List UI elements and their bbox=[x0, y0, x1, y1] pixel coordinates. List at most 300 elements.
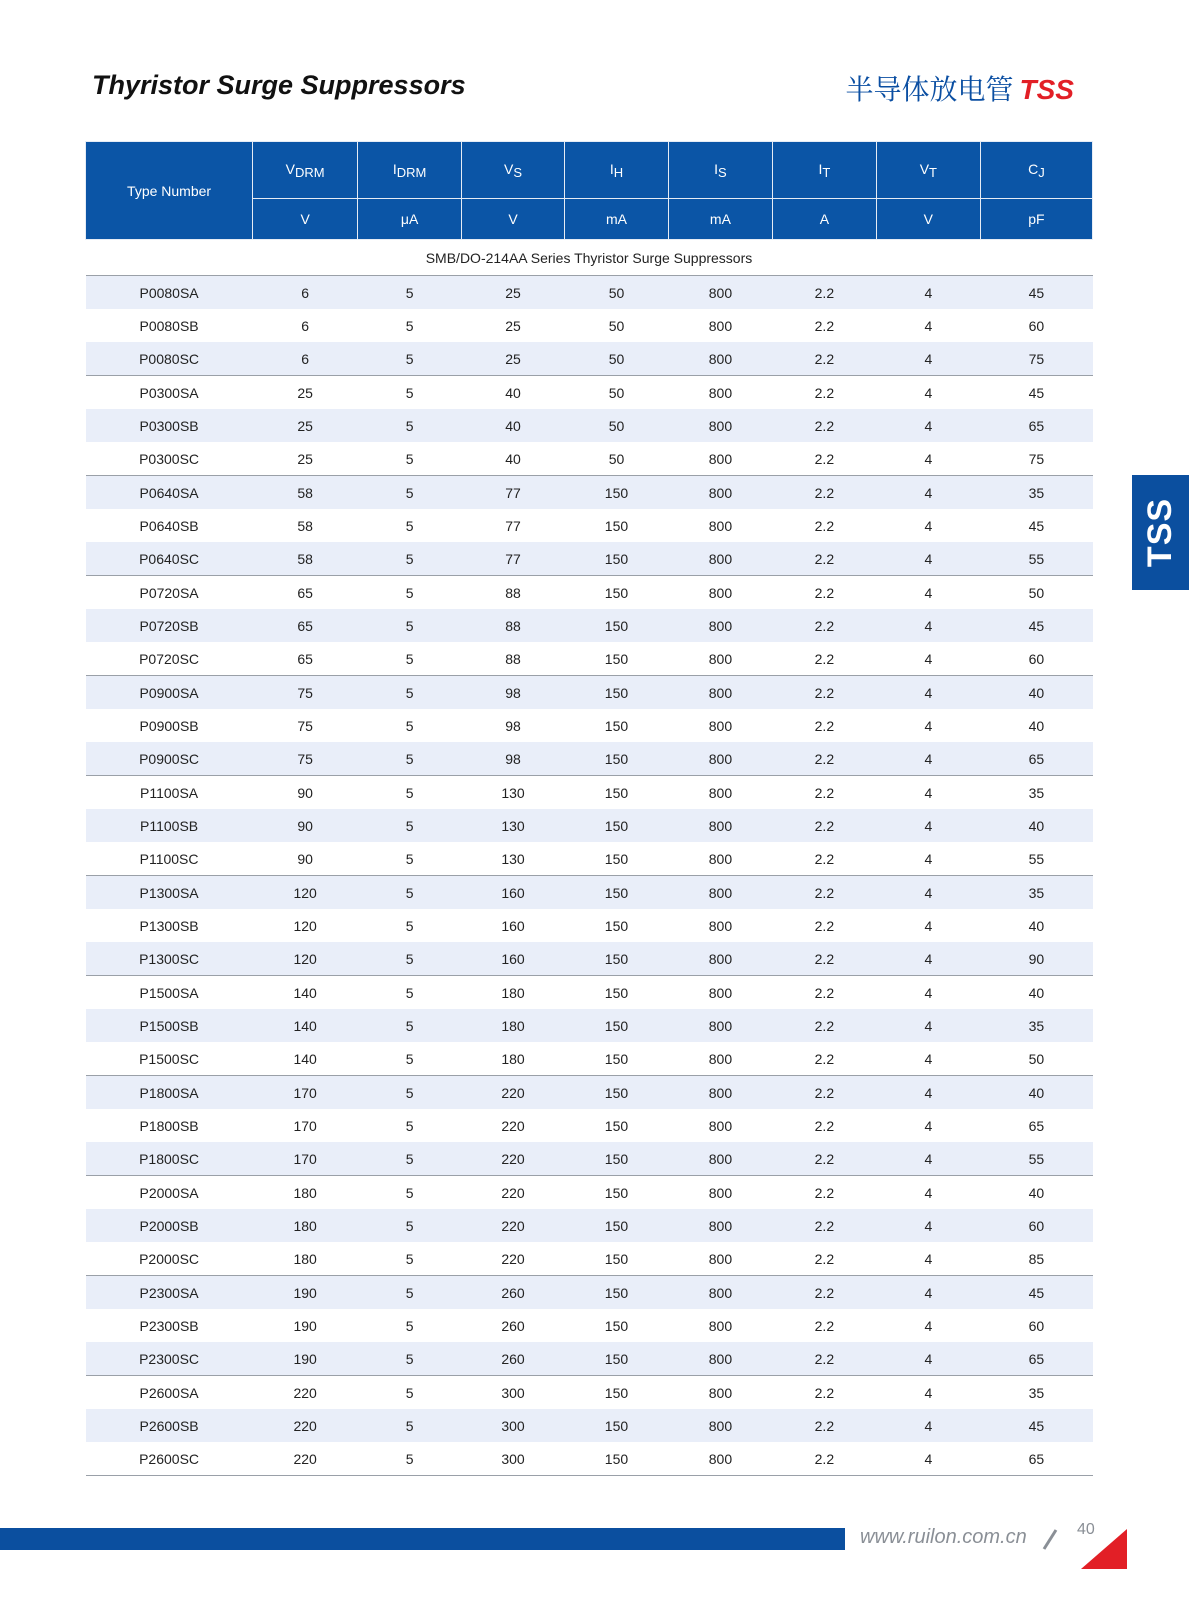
value-cell: 75 bbox=[253, 676, 358, 710]
value-cell: 220 bbox=[462, 1209, 565, 1242]
header-param bbox=[253, 142, 358, 199]
value-cell: 800 bbox=[668, 1376, 772, 1410]
value-cell: 2.2 bbox=[772, 876, 876, 910]
value-cell: 58 bbox=[297, 517, 313, 534]
value-cell: 5 bbox=[358, 1342, 462, 1376]
value-cell: 150 bbox=[604, 517, 629, 534]
value-cell: 50 bbox=[565, 342, 669, 376]
table-row bbox=[86, 809, 1093, 842]
value-cell: 4 bbox=[876, 376, 980, 410]
slash-icon bbox=[1040, 1527, 1060, 1551]
value-cell: 5 bbox=[358, 1009, 462, 1042]
value-cell: 120 bbox=[253, 942, 358, 976]
value-cell: 75 bbox=[980, 342, 1092, 376]
value-cell: 5 bbox=[358, 1276, 462, 1310]
type-number-cell: P0900SB bbox=[139, 717, 199, 734]
type-number-cell: P1300SB bbox=[139, 917, 199, 934]
table-row bbox=[86, 1109, 1093, 1142]
type-number-cell: P2300SB bbox=[139, 1317, 199, 1334]
value-cell: 2.2 bbox=[772, 476, 876, 510]
page-number: 40 bbox=[1077, 1521, 1095, 1538]
value-cell: 65 bbox=[1028, 1117, 1045, 1134]
table-row bbox=[86, 509, 1093, 542]
value-cell: 800 bbox=[708, 917, 733, 934]
value-cell: 170 bbox=[293, 1117, 317, 1134]
value-cell: 45 bbox=[980, 1276, 1092, 1310]
value-cell: 300 bbox=[462, 1442, 565, 1476]
value-cell: 800 bbox=[708, 317, 733, 334]
value-cell: 5 bbox=[405, 317, 414, 334]
value-cell: 2.2 bbox=[772, 1342, 876, 1376]
table-row bbox=[86, 409, 1093, 442]
value-cell: 190 bbox=[253, 1342, 358, 1376]
header-param bbox=[876, 142, 980, 199]
value-cell: 800 bbox=[668, 776, 772, 810]
value-cell: 150 bbox=[565, 476, 669, 510]
table-row bbox=[86, 342, 1093, 376]
value-cell: 150 bbox=[565, 676, 669, 710]
value-cell: 150 bbox=[604, 717, 629, 734]
value-cell: 4 bbox=[876, 1276, 980, 1310]
value-cell: 300 bbox=[462, 1409, 565, 1442]
value-cell: 45 bbox=[1028, 517, 1045, 534]
value-cell: 800 bbox=[708, 1117, 733, 1134]
value-cell: 50 bbox=[565, 409, 669, 442]
table-row bbox=[86, 942, 1093, 976]
value-cell: 5 bbox=[358, 1209, 462, 1242]
value-cell: 150 bbox=[565, 1176, 669, 1210]
header-param bbox=[980, 142, 1092, 199]
header-unit: V bbox=[253, 199, 358, 240]
header-param bbox=[565, 142, 669, 199]
value-cell: 150 bbox=[565, 542, 669, 576]
value-cell: 6 bbox=[301, 317, 310, 334]
value-cell: 4 bbox=[876, 809, 980, 842]
table-row bbox=[86, 976, 1093, 1010]
value-cell: 5 bbox=[358, 1176, 462, 1210]
value-cell: 800 bbox=[708, 450, 733, 467]
value-cell: 2.2 bbox=[772, 1076, 876, 1110]
value-cell: 6 bbox=[253, 276, 358, 310]
value-cell: 2.2 bbox=[772, 976, 876, 1010]
type-number-cell: P0640SB bbox=[139, 517, 199, 534]
value-cell: 220 bbox=[462, 1176, 565, 1210]
value-cell: 140 bbox=[293, 1050, 317, 1067]
value-cell: 800 bbox=[668, 1409, 772, 1442]
value-cell: 150 bbox=[565, 609, 669, 642]
value-cell: 4 bbox=[924, 1117, 933, 1134]
value-cell: 4 bbox=[876, 676, 980, 710]
value-cell: 4 bbox=[876, 576, 980, 610]
value-cell: 160 bbox=[501, 917, 525, 934]
value-cell: 150 bbox=[604, 650, 629, 667]
value-cell: 2.2 bbox=[814, 717, 835, 734]
value-cell: 60 bbox=[1028, 650, 1045, 667]
value-cell: 800 bbox=[668, 1142, 772, 1176]
value-cell: 4 bbox=[876, 1342, 980, 1376]
brand-heading bbox=[846, 68, 1074, 108]
value-cell: 150 bbox=[565, 876, 669, 910]
type-number-cell: P2600SB bbox=[86, 1409, 253, 1442]
param-subscript: J bbox=[1038, 164, 1045, 180]
type-number-cell: P2000SC bbox=[139, 1250, 200, 1267]
value-cell: 65 bbox=[980, 1342, 1092, 1376]
value-cell: 4 bbox=[924, 517, 933, 534]
table-row bbox=[86, 876, 1093, 910]
type-number-cell: P1500SA bbox=[86, 976, 253, 1010]
value-cell: 75 bbox=[1028, 450, 1045, 467]
type-number-cell: P0900SC bbox=[86, 742, 253, 776]
type-number-cell: P0720SC bbox=[139, 650, 200, 667]
header-unit: V bbox=[462, 199, 565, 240]
value-cell: 4 bbox=[876, 1176, 980, 1210]
param-symbol: I bbox=[818, 160, 823, 177]
value-cell: 150 bbox=[565, 976, 669, 1010]
param-symbol: I bbox=[609, 160, 614, 177]
value-cell: 260 bbox=[462, 1276, 565, 1310]
value-cell: 50 bbox=[565, 376, 669, 410]
value-cell: 800 bbox=[668, 409, 772, 442]
value-cell: 160 bbox=[462, 942, 565, 976]
value-cell: 800 bbox=[668, 276, 772, 310]
value-cell: 220 bbox=[462, 1076, 565, 1110]
value-cell: 4 bbox=[876, 1209, 980, 1242]
value-cell: 50 bbox=[565, 276, 669, 310]
value-cell: 800 bbox=[668, 1076, 772, 1110]
value-cell: 260 bbox=[501, 1317, 525, 1334]
value-cell: 40 bbox=[980, 809, 1092, 842]
value-cell: 4 bbox=[876, 342, 980, 376]
value-cell: 65 bbox=[253, 609, 358, 642]
value-cell: 88 bbox=[505, 650, 521, 667]
type-number-cell: P1800SB bbox=[139, 1117, 199, 1134]
param-symbol: I bbox=[714, 160, 719, 177]
value-cell: 2.2 bbox=[814, 917, 835, 934]
value-cell: 4 bbox=[924, 1317, 933, 1334]
value-cell: 2.2 bbox=[772, 576, 876, 610]
value-cell: 800 bbox=[708, 1250, 733, 1267]
value-cell: 800 bbox=[668, 976, 772, 1010]
value-cell: 25 bbox=[462, 342, 565, 376]
type-number-cell: P2600SC bbox=[86, 1442, 253, 1476]
value-cell: 2.2 bbox=[772, 742, 876, 776]
value-cell: 300 bbox=[462, 1376, 565, 1410]
value-cell: 800 bbox=[668, 1342, 772, 1376]
value-cell: 150 bbox=[565, 1209, 669, 1242]
value-cell: 2.2 bbox=[772, 1209, 876, 1242]
value-cell: 77 bbox=[462, 476, 565, 510]
value-cell: 25 bbox=[505, 317, 521, 334]
value-cell: 4 bbox=[876, 1442, 980, 1476]
value-cell: 4 bbox=[876, 409, 980, 442]
value-cell: 2.2 bbox=[814, 517, 835, 534]
type-number-cell: P1500SC bbox=[139, 1050, 200, 1067]
footer-bar bbox=[0, 1528, 845, 1550]
value-cell: 50 bbox=[980, 576, 1092, 610]
value-cell: 800 bbox=[668, 1009, 772, 1042]
table-row bbox=[86, 1342, 1093, 1376]
value-cell: 2.2 bbox=[772, 276, 876, 310]
type-number-cell: P0640SA bbox=[86, 476, 253, 510]
type-number-cell: P1100SA bbox=[86, 776, 253, 810]
value-cell: 4 bbox=[876, 476, 980, 510]
value-cell: 90 bbox=[253, 776, 358, 810]
table-row bbox=[86, 476, 1093, 510]
side-tab-label: TSS bbox=[1141, 497, 1179, 568]
value-cell: 5 bbox=[358, 776, 462, 810]
table-row bbox=[86, 642, 1093, 676]
value-cell: 800 bbox=[668, 342, 772, 376]
param-subscript: S bbox=[513, 164, 523, 180]
value-cell: 5 bbox=[358, 276, 462, 310]
value-cell: 800 bbox=[668, 676, 772, 710]
value-cell: 150 bbox=[565, 1442, 669, 1476]
table-body bbox=[86, 276, 1093, 1476]
value-cell: 5 bbox=[358, 342, 462, 376]
value-cell: 5 bbox=[405, 717, 414, 734]
value-cell: 98 bbox=[462, 676, 565, 710]
param-subscript: DRM bbox=[396, 164, 427, 180]
value-cell: 800 bbox=[668, 809, 772, 842]
value-cell: 2.2 bbox=[772, 1376, 876, 1410]
table-row bbox=[86, 1276, 1093, 1310]
value-cell: 220 bbox=[253, 1442, 358, 1476]
value-cell: 35 bbox=[980, 776, 1092, 810]
value-cell: 40 bbox=[980, 976, 1092, 1010]
value-cell: 140 bbox=[253, 976, 358, 1010]
type-number-cell: P2000SA bbox=[86, 1176, 253, 1210]
type-number-cell: P0900SA bbox=[86, 676, 253, 710]
value-cell: 40 bbox=[1028, 917, 1045, 934]
value-cell: 55 bbox=[980, 542, 1092, 576]
type-number-cell: P1100SB bbox=[86, 809, 253, 842]
value-cell: 4 bbox=[876, 1409, 980, 1442]
value-cell: 5 bbox=[358, 676, 462, 710]
value-cell: 4 bbox=[924, 1050, 933, 1067]
value-cell: 160 bbox=[462, 876, 565, 910]
value-cell: 25 bbox=[297, 450, 313, 467]
header-param bbox=[358, 142, 462, 199]
value-cell: 800 bbox=[668, 476, 772, 510]
value-cell: 2.2 bbox=[814, 850, 835, 867]
value-cell: 800 bbox=[668, 1276, 772, 1310]
value-cell: 2.2 bbox=[814, 1317, 835, 1334]
value-cell: 150 bbox=[604, 850, 629, 867]
value-cell: 2.2 bbox=[814, 1250, 835, 1267]
param-subscript: H bbox=[613, 164, 624, 180]
value-cell: 5 bbox=[358, 542, 462, 576]
value-cell: 150 bbox=[565, 1342, 669, 1376]
value-cell: 150 bbox=[565, 942, 669, 976]
value-cell: 5 bbox=[405, 1117, 414, 1134]
value-cell: 5 bbox=[358, 1409, 462, 1442]
table-row bbox=[86, 1442, 1093, 1476]
value-cell: 800 bbox=[708, 1317, 733, 1334]
value-cell: 2.2 bbox=[772, 376, 876, 410]
value-cell: 65 bbox=[980, 742, 1092, 776]
value-cell: 75 bbox=[297, 717, 313, 734]
type-number-cell: P2300SC bbox=[86, 1342, 253, 1376]
value-cell: 65 bbox=[980, 1442, 1092, 1476]
type-number-cell: P0720SA bbox=[86, 576, 253, 610]
value-cell: 35 bbox=[980, 876, 1092, 910]
value-cell: 150 bbox=[565, 776, 669, 810]
value-cell: 800 bbox=[708, 850, 733, 867]
value-cell: 40 bbox=[462, 409, 565, 442]
value-cell: 4 bbox=[924, 717, 933, 734]
value-cell: 5 bbox=[405, 450, 414, 467]
value-cell: 5 bbox=[405, 1050, 414, 1067]
table-row bbox=[86, 709, 1093, 742]
table-row bbox=[86, 1042, 1093, 1076]
value-cell: 150 bbox=[565, 809, 669, 842]
value-cell: 800 bbox=[668, 376, 772, 410]
value-cell: 2.2 bbox=[772, 676, 876, 710]
value-cell: 40 bbox=[980, 1076, 1092, 1110]
value-cell: 35 bbox=[980, 1009, 1092, 1042]
value-cell: 5 bbox=[358, 576, 462, 610]
value-cell: 50 bbox=[608, 317, 625, 334]
type-number-cell: P2000SB bbox=[86, 1209, 253, 1242]
value-cell: 2.2 bbox=[814, 1050, 835, 1067]
value-cell: 220 bbox=[253, 1409, 358, 1442]
value-cell: 220 bbox=[501, 1117, 525, 1134]
param-symbol: V bbox=[285, 160, 295, 177]
value-cell: 4 bbox=[876, 976, 980, 1010]
table-row bbox=[86, 742, 1093, 776]
value-cell: 40 bbox=[980, 1176, 1092, 1210]
value-cell: 2.2 bbox=[814, 450, 835, 467]
table-row bbox=[86, 276, 1093, 310]
header-unit: mA bbox=[668, 199, 772, 240]
value-cell: 40 bbox=[505, 450, 521, 467]
value-cell: 2.2 bbox=[772, 776, 876, 810]
value-cell: 800 bbox=[668, 576, 772, 610]
param-symbol: V bbox=[919, 160, 930, 177]
value-cell: 150 bbox=[565, 1009, 669, 1042]
value-cell: 98 bbox=[505, 717, 521, 734]
table-row bbox=[86, 842, 1093, 876]
value-cell: 4 bbox=[876, 1009, 980, 1042]
value-cell: 65 bbox=[253, 576, 358, 610]
value-cell: 130 bbox=[501, 850, 525, 867]
value-cell: 150 bbox=[565, 576, 669, 610]
page-title: Thyristor Surge Suppressors bbox=[92, 70, 466, 100]
value-cell: 25 bbox=[253, 409, 358, 442]
value-cell: 2.2 bbox=[772, 609, 876, 642]
value-cell: 800 bbox=[708, 650, 733, 667]
value-cell: 170 bbox=[253, 1076, 358, 1110]
value-cell: 180 bbox=[293, 1250, 317, 1267]
value-cell: 40 bbox=[980, 676, 1092, 710]
value-cell: 800 bbox=[668, 1442, 772, 1476]
value-cell: 75 bbox=[253, 742, 358, 776]
value-cell: 4 bbox=[924, 850, 933, 867]
value-cell: 2.2 bbox=[772, 542, 876, 576]
value-cell: 120 bbox=[253, 876, 358, 910]
value-cell: 5 bbox=[358, 742, 462, 776]
value-cell: 2.2 bbox=[772, 1442, 876, 1476]
table-row bbox=[86, 1076, 1093, 1110]
value-cell: 190 bbox=[253, 1276, 358, 1310]
header-unit: V bbox=[876, 199, 980, 240]
type-number-cell: P0300SA bbox=[86, 376, 253, 410]
table-row bbox=[86, 576, 1093, 610]
type-number-cell: P1800SA bbox=[86, 1076, 253, 1110]
value-cell: 4 bbox=[924, 1250, 933, 1267]
type-number-cell: P0720SB bbox=[86, 609, 253, 642]
value-cell: 150 bbox=[604, 1050, 629, 1067]
value-cell: 4 bbox=[876, 876, 980, 910]
value-cell: 4 bbox=[924, 917, 933, 934]
param-subscript: T bbox=[822, 164, 831, 180]
value-cell: 2.2 bbox=[772, 409, 876, 442]
value-cell: 130 bbox=[462, 809, 565, 842]
value-cell: 25 bbox=[462, 276, 565, 310]
header-param bbox=[668, 142, 772, 199]
value-cell: 65 bbox=[297, 650, 313, 667]
value-cell: 4 bbox=[876, 742, 980, 776]
value-cell: 5 bbox=[358, 376, 462, 410]
corner-triangle-icon bbox=[1081, 1529, 1127, 1569]
value-cell: 180 bbox=[462, 1009, 565, 1042]
spec-table bbox=[85, 141, 1093, 1476]
value-cell: 45 bbox=[980, 276, 1092, 310]
value-cell: 2.2 bbox=[814, 317, 835, 334]
value-cell: 800 bbox=[668, 942, 772, 976]
value-cell: 4 bbox=[876, 276, 980, 310]
value-cell: 180 bbox=[253, 1209, 358, 1242]
type-number-cell: P1100SC bbox=[139, 850, 199, 867]
value-cell: 58 bbox=[253, 542, 358, 576]
value-cell: 60 bbox=[1028, 317, 1045, 334]
value-cell: 25 bbox=[253, 376, 358, 410]
value-cell: 4 bbox=[924, 450, 933, 467]
footer-url: www.ruilon.com.cn bbox=[860, 1526, 1027, 1548]
value-cell: 77 bbox=[505, 517, 521, 534]
header-unit: pF bbox=[980, 199, 1092, 240]
value-cell: 65 bbox=[980, 409, 1092, 442]
value-cell: 90 bbox=[253, 809, 358, 842]
table-row bbox=[86, 609, 1093, 642]
header-unit: μA bbox=[358, 199, 462, 240]
value-cell: 35 bbox=[980, 1376, 1092, 1410]
type-number-cell: P0080SC bbox=[86, 342, 253, 376]
value-cell: 50 bbox=[608, 450, 625, 467]
type-number-cell: P0300SB bbox=[86, 409, 253, 442]
value-cell: 40 bbox=[462, 376, 565, 410]
value-cell: 150 bbox=[604, 1117, 629, 1134]
value-cell: 60 bbox=[1028, 1317, 1045, 1334]
table-row bbox=[86, 1409, 1093, 1442]
value-cell: 5 bbox=[358, 1076, 462, 1110]
value-cell: 5 bbox=[358, 809, 462, 842]
value-cell: 5 bbox=[358, 1442, 462, 1476]
param-symbol: C bbox=[1028, 160, 1039, 177]
value-cell: 5 bbox=[358, 1142, 462, 1176]
value-cell: 90 bbox=[980, 942, 1092, 976]
value-cell: 45 bbox=[980, 609, 1092, 642]
header-param bbox=[462, 142, 565, 199]
param-subscript: S bbox=[718, 164, 727, 180]
value-cell: 77 bbox=[462, 542, 565, 576]
value-cell: 150 bbox=[565, 1142, 669, 1176]
value-cell: 50 bbox=[1028, 1050, 1045, 1067]
param-symbol: V bbox=[504, 160, 514, 177]
side-tab bbox=[1132, 475, 1189, 590]
type-number-cell: P1300SA bbox=[86, 876, 253, 910]
value-cell: 4 bbox=[876, 776, 980, 810]
